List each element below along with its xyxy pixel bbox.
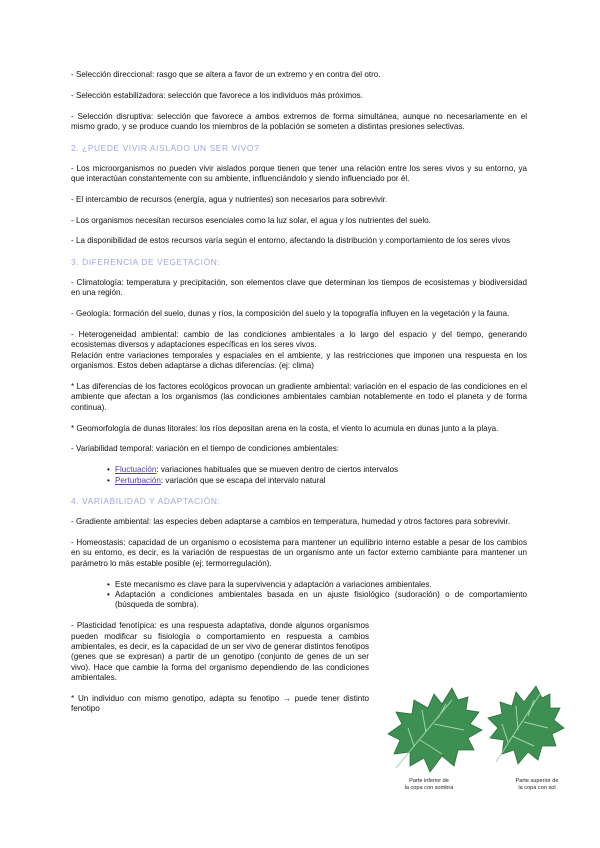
caption-line: la copa con sol <box>518 785 556 791</box>
paragraph-environmental-gradient: * Las diferencias de los factores ecológicos provocan un gradiente ambiental: variación en el espacio de las condiciones en el ambiente que afectan a los organismos (las condiciones ambientales cambian notablemente en todo el planeta y de forma continua). <box>71 382 527 412</box>
paragraph-heterogeneity: - Heterogeneidad ambiental: cambio de las condiciones ambientales a lo largo del espacio y del tiempo, generando ecosistemas diversos y adaptaciones específicas en los seres vivos. <box>71 329 527 350</box>
shade-leaf-icon <box>388 688 482 772</box>
perturbation-link[interactable]: Perturbación <box>115 475 161 485</box>
list-item: • Adaptación a condiciones ambientales basada en un ajuste fisiológico (sudoración) o de comportamiento (búsqueda de sombra). <box>107 590 527 611</box>
heading-section-3: 3. DIFERENCIA DE VEGETACIÓN: <box>71 257 221 268</box>
heading-section-4: 4. VARIABILIDAD Y ADAPTACIÓN: <box>71 496 221 507</box>
list-item-text: : variaciones habituales que se mueven dentro de ciertos intervalos <box>156 465 398 475</box>
paragraph-temporal-spatial-relation: Relación entre variaciones temporales y espaciales en el ambiente, y las restricciones que imponen una respuesta en los organismos. Estos deben adaptarse a dichas diferencias. (ej: clima) <box>71 350 527 371</box>
caption-line: Parte superior de <box>515 778 559 784</box>
document-body <box>71 70 527 725</box>
paragraph-genotype-note: * Un individuo con mismo genotipo, adapta su fenotipo → puede tener distinto fenotipo <box>71 694 369 714</box>
caption-shade-leaf <box>394 778 464 792</box>
caption-sun-leaf <box>502 778 572 792</box>
heading-section-2: 2. ¿PUEDE VIVIR AISLADO UN SER VIVO? <box>71 142 260 153</box>
paragraph-resource-exchange: - El intercambio de recursos (energía, agua y nutrientes) son necesarios para sobrevivir. <box>71 194 388 204</box>
paragraph-phenotypic-plasticity: - Plasticidad fenotípica: es una respuesta adaptativa, donde algunos organismos pueden modificar su fisiología o comportamiento en respuesta a cambios ambientales, es decir, es la capacidad de un ser vivo de generar distintos fenotipos (genes que se expresan) a partir de un genotipo (conjunto de genes de un ser vivo). Hace que cambie la forma del organismo dependiendo de las condiciones ambientales. <box>71 621 369 683</box>
list-item-text: : variación que se escapa del intervalo natural <box>160 475 326 485</box>
list-item-perturbation <box>107 476 527 486</box>
paragraph-stabilizing-selection: - Selección estabilizadora: selección que favorece a los individuos más próximos. <box>71 90 363 100</box>
oak-leaves-figure <box>384 684 574 796</box>
paragraph-directional-selection: - Selección direccional: rasgo que se altera a favor de un extremo y en contra del otro. <box>71 70 381 79</box>
paragraph-dune-geomorphology: * Geomorfología de dunas litorales: los ríos depositan arena en la costa, el viento lo acumula en dunas junto a la playa. <box>71 423 499 433</box>
fluctuation-link[interactable]: Fluctuación <box>115 465 157 475</box>
paragraph-disruptive-selection: - Selección disruptiva: selección que favorece a ambos extremos de forma simultánea, aunque no necesariamente en el mismo grado, y se produce cuando los miembros de la población se someten a distintas presiones selectivas. <box>71 111 527 131</box>
variability-list <box>71 465 527 486</box>
paragraph-temporal-variability: - Variabilidad temporal: variación en el tiempo de condiciones ambientales: <box>71 444 339 454</box>
paragraph-geology: - Geología: formación del suelo, dunas y ríos, la composición del suelo y la topografía influyen en la vegetación y la fauna. <box>71 309 510 319</box>
paragraph-gradient-adaptation: - Gradiente ambiental: las especies deben adaptarse a cambios en temperatura, humedad y otros factores para sobrevivir. <box>71 517 511 527</box>
paragraph-homeostasis: - Homeostasis: capacidad de un organismo o ecosistema para mantener un equilibrio interno estable a pesar de los cambios en su entorno, es decir, es la variación de respuestas de un organismo ante un factor externo cambiante para mantener un parámetro lo más estable posible (ej: termorregulación). <box>71 538 527 568</box>
paragraph-climatology: - Climatología: temperatura y precipitación, son elementos clave que determinan los tiempos de ecosistemas y biodiversidad en una región. <box>71 277 527 298</box>
homeostasis-list <box>71 580 527 611</box>
paragraph-resource-availability: - La disponibilidad de estos recursos varía según el entorno, afectando la distribución y comportamiento de los seres vivos <box>71 236 511 246</box>
list-item: • Este mecanismo es clave para la supervivencia y adaptación a variaciones ambientales. <box>107 580 527 590</box>
paragraph-microorganisms: - Los microorganismos no pueden vivir aislados porque tienen que tener una relación entre los seres vivos y su entorno, ya que interactúan constantemente con su ambiente, influenciándolo y siendo influenciado por él. <box>71 163 527 183</box>
list-item-fluctuation <box>107 465 527 475</box>
caption-line: Parte inferior de <box>409 778 449 784</box>
caption-line: la copa con sombra <box>404 785 454 791</box>
sun-leaf-icon <box>488 686 564 764</box>
paragraph-essential-resources: - Los organismos necesitan recursos esenciales como la luz solar, el agua y los nutrientes del suelo. <box>71 215 431 225</box>
